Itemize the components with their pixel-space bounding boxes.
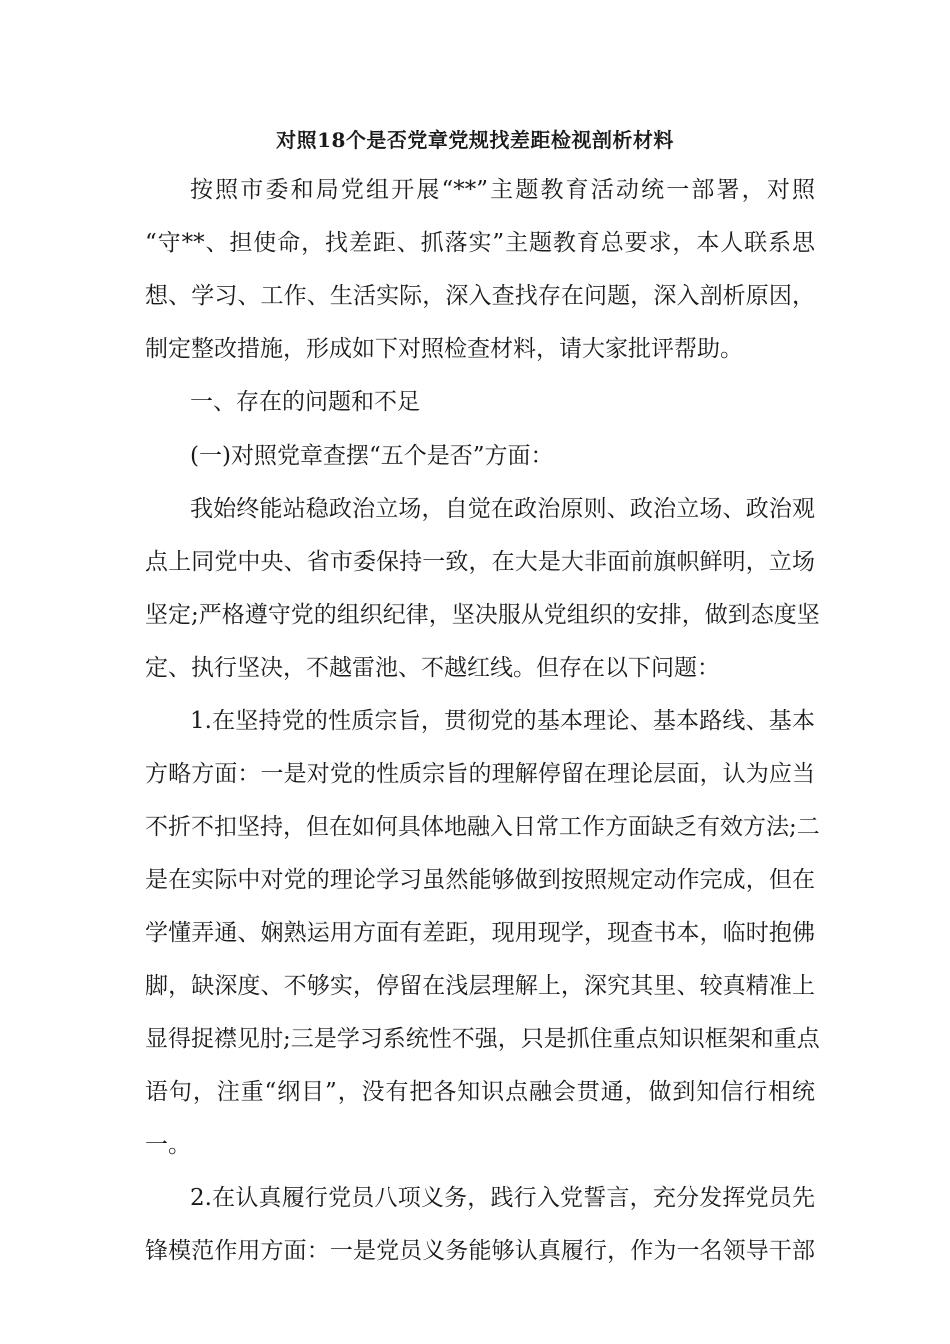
paragraph-line: 一。 (145, 1132, 191, 1158)
subsection-heading: (一)对照党章查摆“五个是否”方面： (190, 443, 554, 469)
document-title: 对照18个是否党章党规找差距检视剖析材料 (276, 128, 674, 152)
paragraph-line: 坚定;严格遵守党的组织纪律，坚决服从党组织的安排，做到态度坚 (145, 602, 820, 628)
paragraph-line: 语句，注重“纲目”，没有把各知识点融会贯通，做到知信行相统 (145, 1079, 815, 1105)
paragraph-line: 点上同党中央、省市委保持一致，在大是大非面前旗帜鲜明，立场 (145, 549, 815, 575)
paragraph-line: 按照市委和局党组开展“**”主题教育活动统一部署，对照 (190, 177, 815, 203)
paragraph-line: 1.在坚持党的性质宗旨，贯彻党的基本理论、基本路线、基本 (190, 708, 815, 734)
paragraph-line: 脚，缺深度、不够实，停留在浅层理解上，深究其里、较真精准上 (145, 973, 815, 999)
paragraph-line: 想、学习、工作、生活实际，深入查找存在问题，深入剖析原因， (145, 283, 815, 309)
section-heading: 一、存在的问题和不足 (190, 389, 420, 415)
paragraph-line: 显得捉襟见肘;三是学习系统性不强，只是抓住重点知识框架和重点 (145, 1026, 820, 1052)
paragraph-line: 不折不扣坚持，但在如何具体地融入日常工作方面缺乏有效方法;二 (145, 814, 820, 840)
paragraph-line: 是在实际中对党的理论学习虽然能够做到按照规定动作完成，但在 (145, 867, 815, 893)
paragraph-line: “守**、担使命，找差距、抓落实”主题教育总要求，本人联系思 (145, 230, 815, 256)
paragraph-line: 方略方面：一是对党的性质宗旨的理解停留在理论层面，认为应当 (145, 761, 815, 787)
paragraph-line: 我始终能站稳政治立场，自觉在政治原则、政治立场、政治观 (190, 496, 815, 522)
paragraph-line: 2.在认真履行党员八项义务，践行入党誓言，充分发挥党员先 (190, 1185, 815, 1211)
paragraph-line: 制定整改措施，形成如下对照检查材料，请大家批评帮助。 (145, 336, 743, 362)
paragraph-line: 锋模范作用方面：一是党员义务能够认真履行，作为一名领导干部 (145, 1238, 815, 1264)
paragraph-line: 定、执行坚决，不越雷池、不越红线。但存在以下问题： (145, 655, 720, 681)
paragraph-line: 学懂弄通、娴熟运用方面有差距，现用现学，现查书本，临时抱佛 (145, 920, 815, 946)
